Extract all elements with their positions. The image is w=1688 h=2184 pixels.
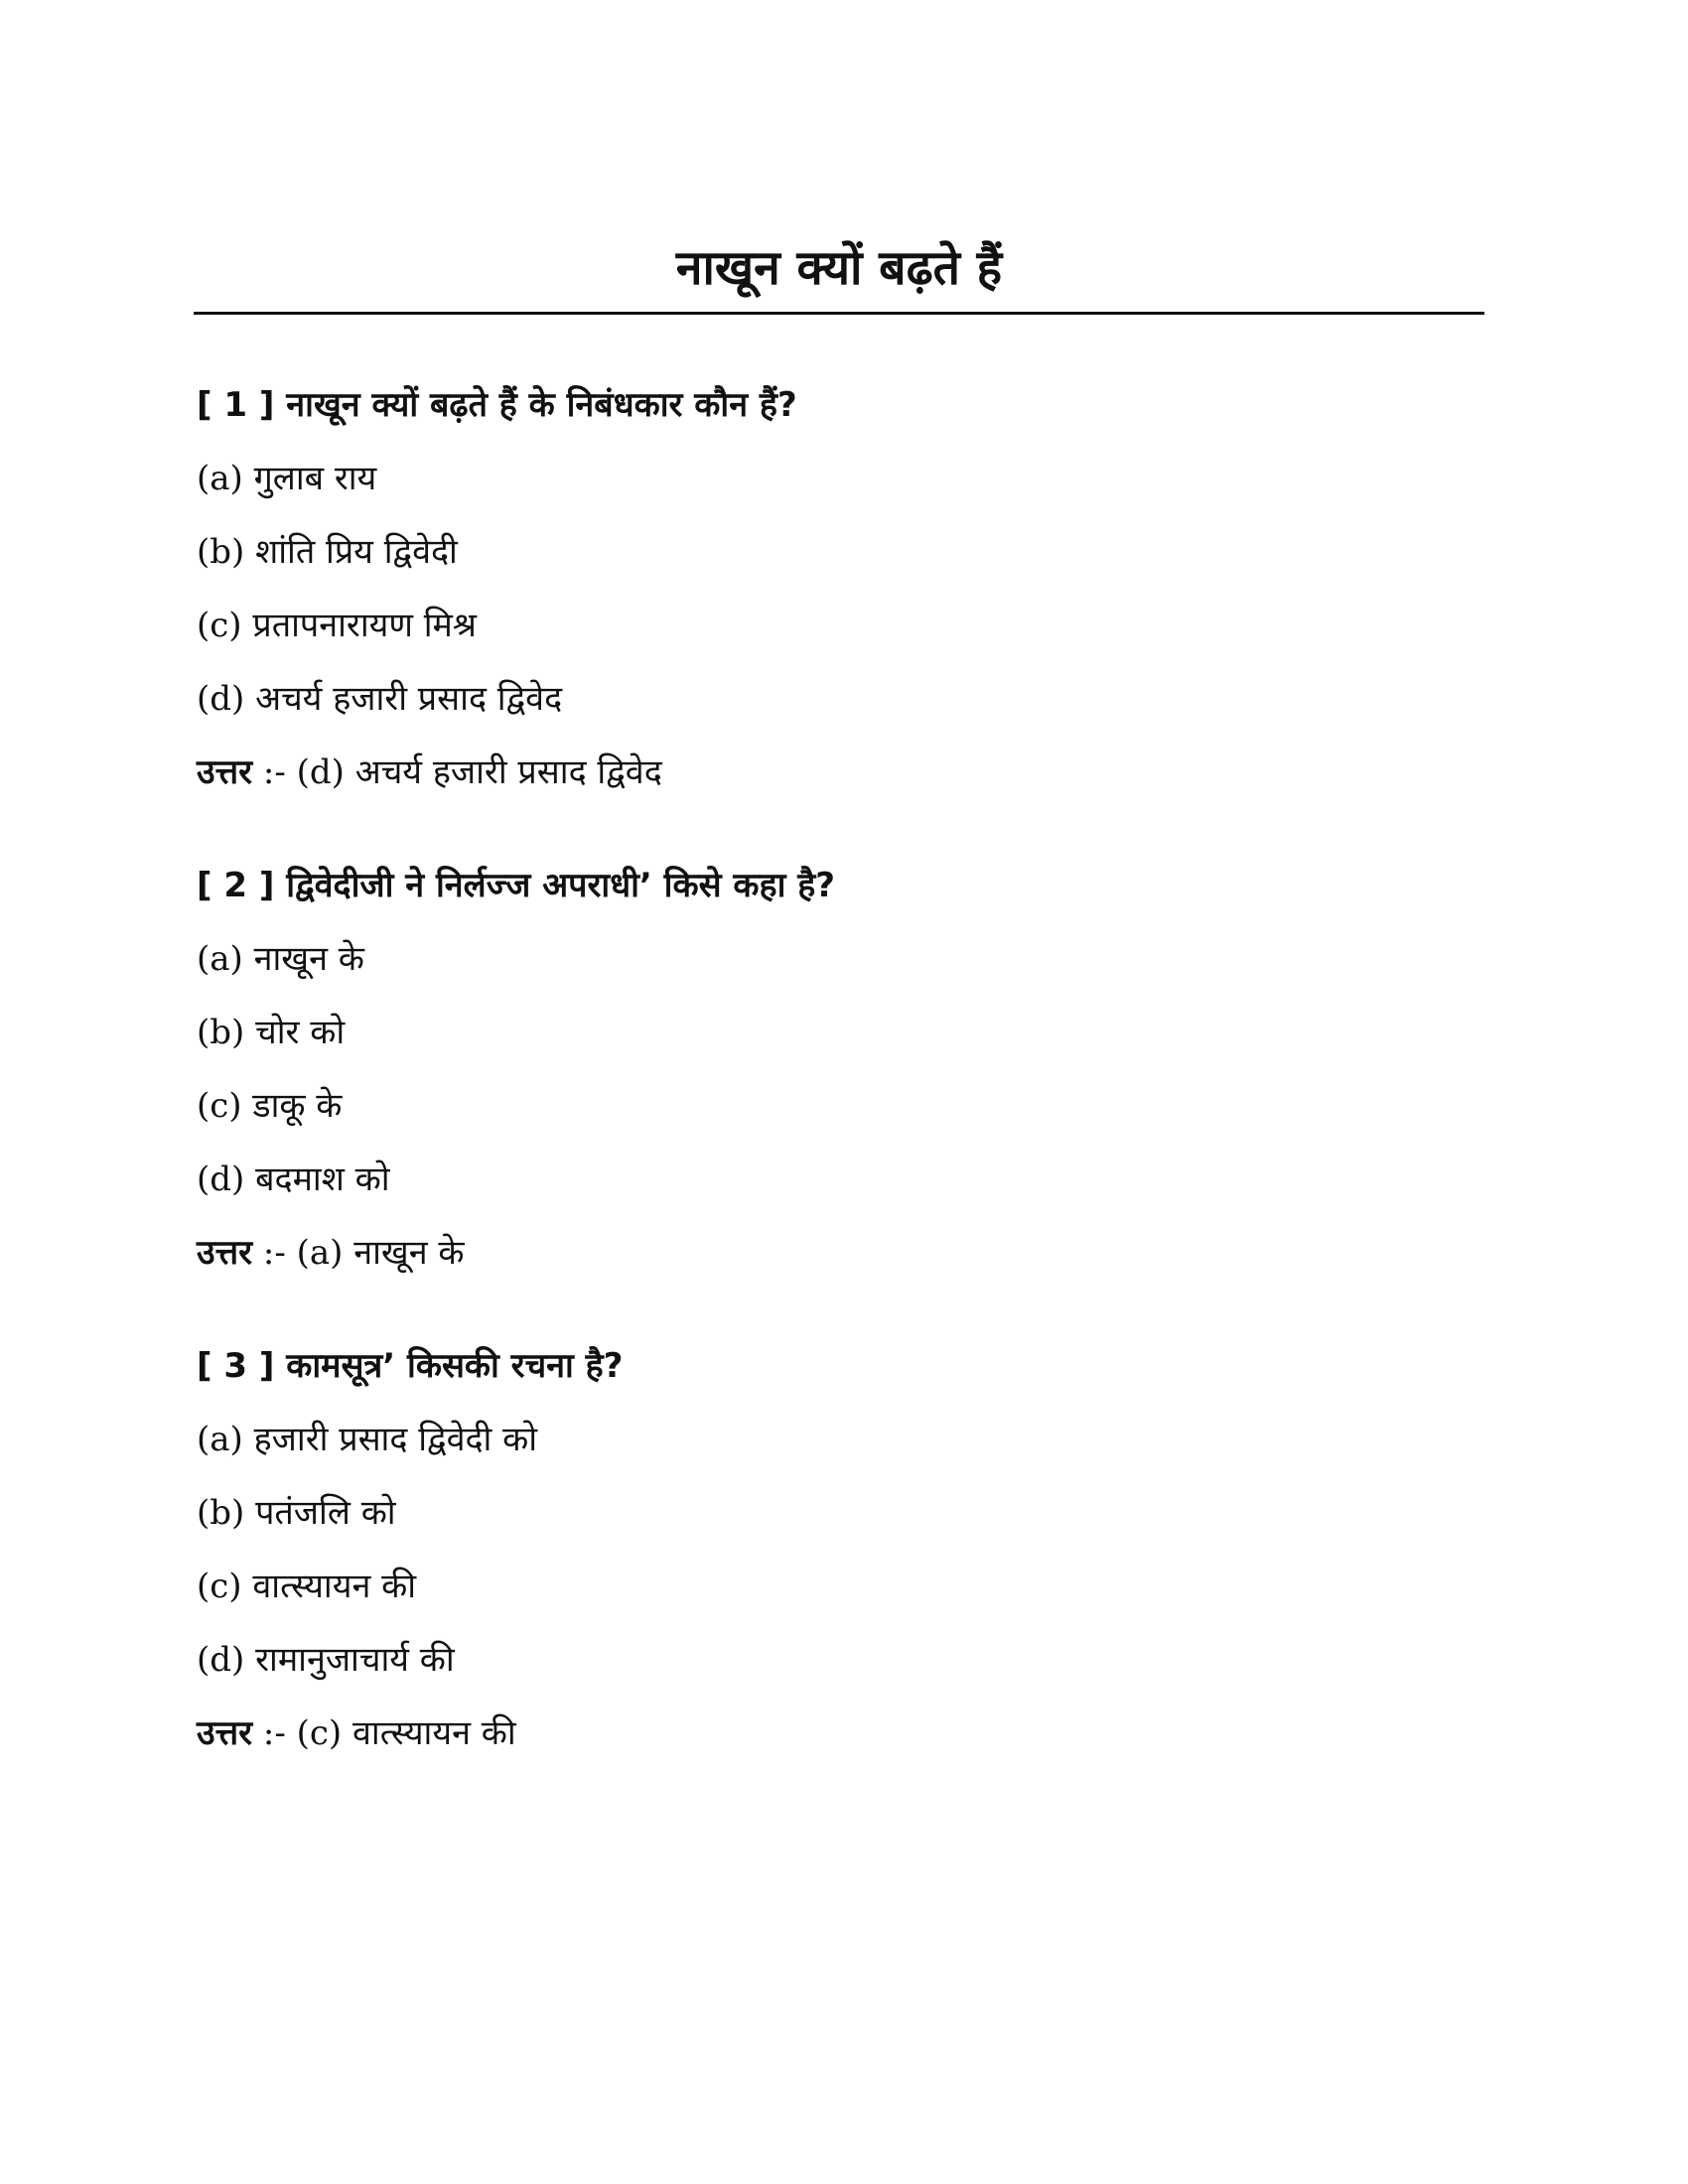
option-text: अचर्य हजारी प्रसाद द्विवेद (255, 679, 563, 719)
question-text (197, 381, 1487, 429)
option-text: रामानुजाचार्य की (255, 1640, 455, 1680)
option-d (197, 1636, 1487, 1684)
question-3 (197, 1342, 1487, 1757)
option-key: (d) (197, 1160, 245, 1199)
question-number: [ 3 ] (197, 1346, 275, 1386)
answer-key: (c) (296, 1713, 343, 1753)
option-key: (c) (197, 1567, 242, 1606)
option-text: बदमाश को (255, 1160, 390, 1199)
option-b (197, 1489, 1487, 1537)
option-d (197, 1156, 1487, 1203)
option-a (197, 455, 1487, 502)
question-label: द्विवेदीजी ने निर्लज्ज अपराधी’ किसे कहा है? (286, 866, 835, 905)
option-text: पतंजलि को (255, 1493, 396, 1533)
option-c (197, 1082, 1487, 1130)
answer-separator: :- (262, 1233, 286, 1273)
option-text: प्रतापनारायण मिश्र (252, 606, 477, 645)
option-d (197, 675, 1487, 723)
question-1 (197, 381, 1487, 796)
option-key: (a) (197, 459, 243, 498)
question-text (197, 862, 1487, 909)
option-key: (c) (197, 606, 242, 645)
answer-label: उत्तर (197, 1713, 253, 1753)
option-key: (b) (197, 1493, 245, 1533)
option-text: गुलाब राय (253, 459, 377, 498)
answer-text: नाखून के (353, 1233, 465, 1273)
option-b (197, 1009, 1487, 1056)
answer-key: (a) (296, 1233, 344, 1273)
title-underline (194, 312, 1484, 315)
question-2 (197, 862, 1487, 1277)
option-c (197, 1563, 1487, 1610)
question-text (197, 1342, 1487, 1390)
option-key: (b) (197, 532, 245, 572)
option-a (197, 1416, 1487, 1463)
option-key: (a) (197, 939, 243, 979)
option-key: (a) (197, 1420, 243, 1459)
option-text: शांति प्रिय द्विवेदी (255, 532, 458, 572)
answer-key: (d) (296, 752, 345, 792)
option-key: (b) (197, 1013, 245, 1052)
option-text: नाखून के (253, 939, 364, 979)
answer-line (197, 1709, 1487, 1757)
answer-line (197, 1229, 1487, 1277)
option-text: हजारी प्रसाद द्विवेदी को (253, 1420, 538, 1459)
page-title: नाखून क्यों बढ़ते हैं (675, 240, 1003, 296)
option-key: (d) (197, 679, 245, 719)
answer-separator: :- (262, 752, 286, 792)
question-number: [ 1 ] (197, 385, 275, 425)
option-a (197, 935, 1487, 983)
option-key: (c) (197, 1086, 242, 1126)
option-key: (d) (197, 1640, 245, 1680)
question-label: नाखून क्यों बढ़ते हैं के निबंधकार कौन हैं? (286, 385, 797, 425)
question-number: [ 2 ] (197, 866, 275, 905)
option-b (197, 528, 1487, 576)
answer-text: वात्स्यायन की (352, 1713, 516, 1753)
answer-separator: :- (262, 1713, 286, 1753)
option-text: वात्स्यायन की (252, 1567, 417, 1606)
question-label: कामसूत्र’ किसकी रचना है? (286, 1346, 624, 1386)
answer-line (197, 749, 1487, 796)
answer-label: उत्तर (197, 1233, 253, 1273)
option-text: डाकू के (252, 1086, 343, 1126)
option-text: चोर को (255, 1013, 346, 1052)
answer-label: उत्तर (197, 752, 253, 792)
answer-text: अचर्य हजारी प्रसाद द्विवेद (354, 752, 662, 792)
option-c (197, 602, 1487, 649)
